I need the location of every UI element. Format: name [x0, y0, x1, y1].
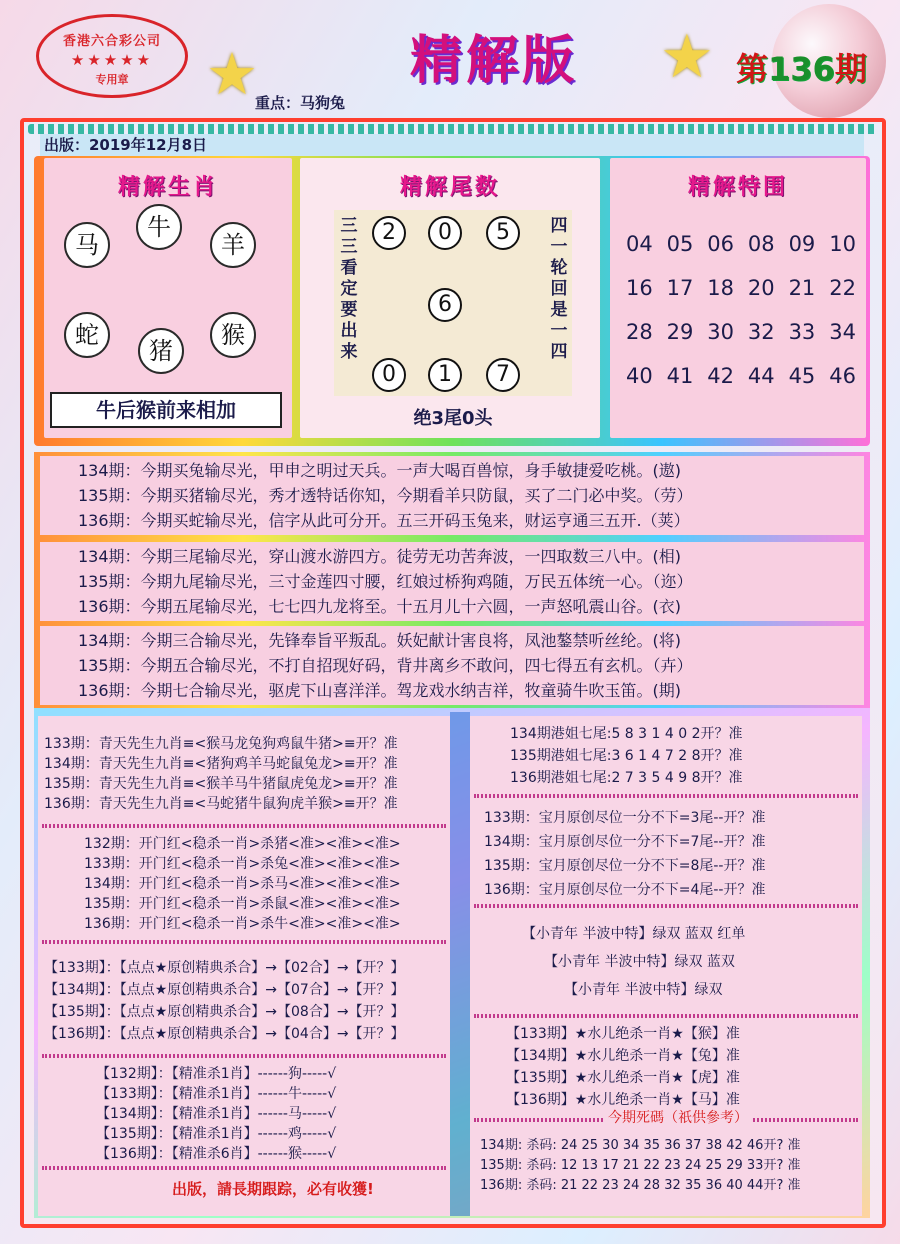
- he-line: 【135期】：【点点★原创精典杀合】→【08合】→【开？】: [44, 1004, 405, 1020]
- special-number: 06: [707, 232, 735, 256]
- special-number: 04: [626, 232, 653, 256]
- tail-number: 0: [372, 358, 406, 392]
- divider: [42, 1166, 446, 1170]
- special-row: [626, 364, 856, 388]
- kaimen-line: 132期：开门红<稳杀一肖>杀猪<准><准><准>: [84, 836, 401, 852]
- shama-line: 136期: 杀码: 21 22 23 24 28 32 35 36 40 44开? 准: [480, 1178, 801, 1193]
- bobo-line: 【小青年 半波中特】绿双 蓝双 红单: [522, 926, 746, 942]
- divider: [42, 1054, 446, 1058]
- poem-line: 135期：今期九尾输尽光，三寸金莲四寸腰，红娘过桥狗鸡随，万民五体统一心。（迩）: [78, 572, 693, 591]
- jingzhun-line: 【133期】：【精准杀1肖】------牛-----√: [96, 1086, 337, 1102]
- poem-line: 136期：今期买蛇输尽光，信字从此可分开。五三开码玉兔来，财运亨通三五开.（荚）: [78, 511, 690, 530]
- tail-exclude: 绝3尾0头: [413, 408, 493, 429]
- special-row: [626, 276, 856, 300]
- shama-line: 135期: 杀码: 12 13 17 21 22 23 24 25 29 33开? 准: [480, 1158, 801, 1173]
- special-number: 18: [707, 276, 735, 300]
- nine-zodiac-line: 135期：青天先生九肖≡<猴羊马牛猪鼠虎兔龙>≡开？准: [44, 776, 398, 792]
- special-row: [626, 320, 856, 344]
- poem-line: 136期：今期五尾输尽光，七七四九龙将至。十五月儿十六圆，一声怒吼震山谷。(衣): [78, 597, 682, 616]
- divider: [474, 794, 858, 798]
- baoyue-line: 136期：宝月原创尽位一分不下=4尾--开？准: [484, 882, 766, 898]
- zodiac-item: 羊: [210, 222, 256, 268]
- tail-number: 5: [486, 216, 520, 250]
- qiwei-line: 135期港姐七尾:3 6 1 4 7 2 8开？准: [510, 748, 743, 764]
- bobo-line: 【小青年 半波中特】绿双 蓝双: [544, 954, 735, 970]
- he-line: 【136期】：【点点★原创精典杀合】→【04合】→【开？】: [44, 1026, 405, 1042]
- poem-block: [34, 622, 870, 709]
- special-number: 40: [626, 364, 653, 388]
- special-number: 32: [747, 320, 775, 344]
- tail-left-verse: 三三看定要出来: [340, 216, 358, 362]
- qiwei-line: 134期港姐七尾:5 8 3 1 4 0 2开？准: [510, 726, 743, 742]
- special-number: 45: [788, 364, 816, 388]
- special-number: 16: [626, 276, 653, 300]
- jingzhun-line: 【136期】：【精准杀6肖】------猴-----√: [96, 1146, 337, 1162]
- kaimen-line: 136期：开门红<稳杀一肖>杀牛<准><准><准>: [84, 916, 401, 932]
- shuier-line: 【135期】★水儿绝杀一肖★【虎】准: [506, 1070, 740, 1086]
- stamp-stars: ★★★★★: [70, 51, 154, 69]
- nine-zodiac-line: 136期：青天先生九肖≡<马蛇猪牛鼠狗虎羊猴>≡开？准: [44, 796, 398, 812]
- zodiac-item: 牛: [136, 204, 182, 250]
- shuier-line: 【136期】★水儿绝杀一肖★【马】准: [506, 1092, 740, 1108]
- poem-block: [34, 452, 870, 539]
- poem-line: 135期：今期买猪输尽光，秀才透特话你知，今期看羊只防鼠，买了二门必中奖。（劳）: [78, 486, 693, 505]
- issue-number: [736, 44, 867, 90]
- chain-decoration: [28, 124, 878, 134]
- middle-divider: [450, 712, 470, 1216]
- poem-block: [34, 538, 870, 625]
- divider: [42, 940, 446, 944]
- zodiac-item: 马: [64, 222, 110, 268]
- bobo-line: 【小青年 半波中特】绿双: [564, 982, 723, 998]
- tail-number: 2: [372, 216, 406, 250]
- special-number: 28: [626, 320, 653, 344]
- special-number: 10: [829, 232, 856, 256]
- special-number: 29: [666, 320, 694, 344]
- special-number: 20: [747, 276, 775, 300]
- kaimen-line: 134期：开门红<稳杀一肖>杀马<准><准><准>: [84, 876, 401, 892]
- special-number: 21: [788, 276, 816, 300]
- special-row: [626, 232, 856, 256]
- special-number: 17: [666, 276, 694, 300]
- star-icon: ★: [660, 22, 714, 92]
- shuier-line: 【134期】★水儿绝杀一肖★【兔】准: [506, 1048, 740, 1064]
- he-line: 【134期】：【点点★原创精典杀合】→【07合】→【开？】: [44, 982, 405, 998]
- jingzhun-line: 【134期】：【精准杀1肖】------马-----√: [96, 1106, 337, 1122]
- divider: [474, 1014, 858, 1018]
- special-number: 42: [707, 364, 735, 388]
- tail-panel-title: 精解尾数: [399, 174, 500, 200]
- poem-line: 134期：今期买兔输尽光，甲申之明过天兵。一声大喝百兽惊，身手敏捷爱吃桃。(遨): [78, 461, 682, 480]
- poem-line: 135期：今期五合输尽光，不打自招现好码，背井离乡不敢问，四七得五有玄机。（卉）: [78, 656, 693, 675]
- zodiac-tip: 牛后猴前来相加: [50, 392, 282, 428]
- baoyue-line: 133期：宝月原创尽位一分不下=3尾--开？准: [484, 810, 766, 826]
- nine-zodiac-line: 134期：青天先生九肖≡<猪狗鸡羊马蛇鼠兔龙>≡开？准: [44, 756, 398, 772]
- stamp-line3: 专用章: [95, 73, 129, 86]
- special-panel-title: 精解特围: [687, 174, 788, 200]
- shuier-line: 【133期】★水儿绝杀一肖★【猴】准: [506, 1026, 740, 1042]
- jingzhun-line: 【132期】：【精准杀1肖】------狗-----√: [96, 1066, 337, 1082]
- publish-date: 出版：2019年12月8日: [40, 134, 864, 156]
- zodiac-panel-title: 精解生肖: [117, 174, 218, 200]
- tail-number: 7: [486, 358, 520, 392]
- tail-number: 0: [428, 216, 462, 250]
- divider: [474, 904, 858, 908]
- shama-line: 134期: 杀码: 24 25 30 34 35 36 37 38 42 46开? 准: [480, 1138, 801, 1153]
- special-number: 44: [747, 364, 775, 388]
- kaimen-line: 135期：开门红<稳杀一肖>杀鼠<准><准><准>: [84, 896, 401, 912]
- poem-line: 134期：今期三合输尽光，先锋奉旨平叛乱。妖妃献计害良将，凤池鏊禁听丝纶。(将): [78, 631, 682, 650]
- baoyue-line: 135期：宝月原创尽位一分不下=8尾--开？准: [484, 858, 766, 874]
- special-number: 46: [829, 364, 856, 388]
- tail-right-verse: 四一轮回是一四: [550, 216, 568, 362]
- zodiac-item: 猪: [138, 328, 184, 374]
- deadcode-title: 今期死碼（祇供參考）: [604, 1108, 752, 1128]
- special-number: 22: [829, 276, 856, 300]
- tail-number: 1: [428, 358, 462, 392]
- special-numbers-grid: [626, 232, 856, 408]
- jingzhun-line: 【135期】：【精准杀1肖】------鸡-----√: [96, 1126, 337, 1142]
- poem-line: 136期：今期七合输尽光，驱虎下山喜洋洋。驾龙戏水纳吉祥，牧童骑牛吹玉笛。(期): [78, 681, 682, 700]
- special-number: 30: [707, 320, 735, 344]
- issue-num: 136: [768, 50, 835, 88]
- special-number: 08: [747, 232, 775, 256]
- kaimen-line: 133期：开门红<稳杀一肖>杀兔<准><准><准>: [84, 856, 401, 872]
- baoyue-line: 134期：宝月原创尽位一分不下=7尾--开？准: [484, 834, 766, 850]
- footer-note: 出版，請長期跟踪，必有收獲!: [172, 1180, 374, 1198]
- nine-zodiac-line: 133期：青天先生九肖≡<猴马龙兔狗鸡鼠牛猪>≡开？准: [44, 736, 398, 752]
- special-number: 34: [829, 320, 856, 344]
- page-title: 精解版: [410, 30, 579, 91]
- stamp-line1: 香港六合彩公司: [62, 34, 161, 49]
- special-number: 09: [788, 232, 816, 256]
- zodiac-item: 蛇: [64, 312, 110, 358]
- focus-text: 重点：马狗兔: [255, 94, 346, 112]
- qiwei-line: 136期港姐七尾:2 7 3 5 4 9 8开？准: [510, 770, 743, 786]
- issue-suffix: 期: [834, 50, 867, 88]
- special-number: 05: [666, 232, 694, 256]
- poem-line: 134期：今期三尾输尽光，穿山渡水游四方。徒劳无功苦奔波，一四取数三八中。(相): [78, 547, 682, 566]
- star-icon: ★: [206, 40, 258, 108]
- issue-prefix: 第: [736, 50, 769, 88]
- he-line: 【133期】：【点点★原创精典杀合】→【02合】→【开？】: [44, 960, 405, 976]
- divider: [42, 824, 446, 828]
- tail-number: 6: [428, 288, 462, 322]
- company-stamp: [36, 14, 188, 98]
- special-number: 41: [666, 364, 694, 388]
- zodiac-item: 猴: [210, 312, 256, 358]
- special-number: 33: [788, 320, 816, 344]
